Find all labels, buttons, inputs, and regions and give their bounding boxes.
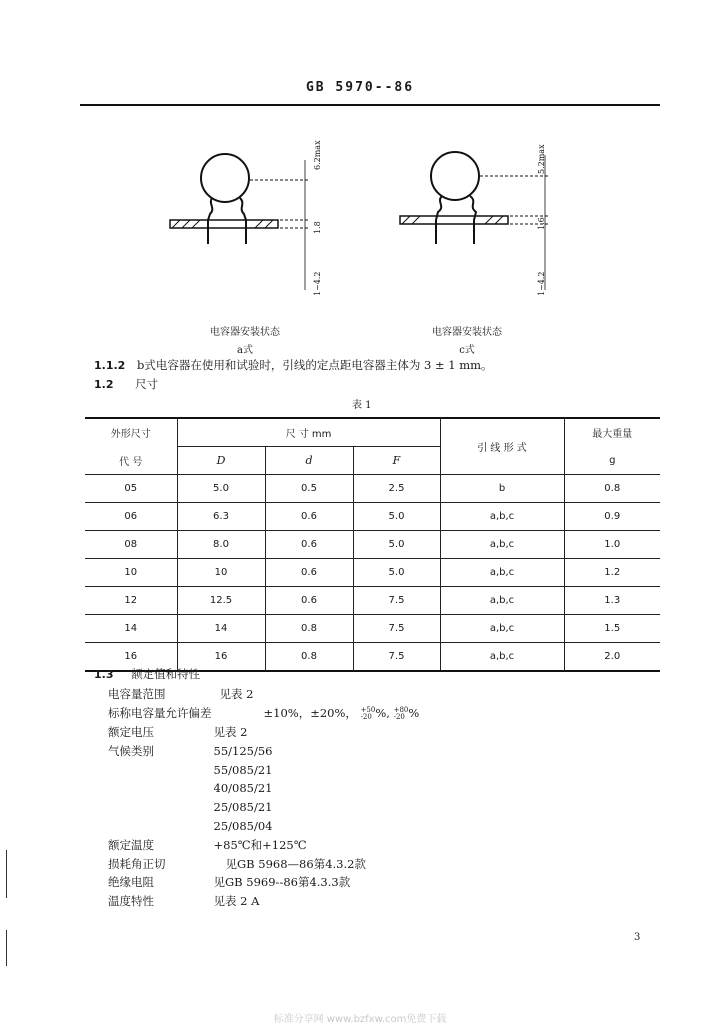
tolerance-b: +80 -20 <box>393 706 409 722</box>
header-shape-size: 外形尺寸 <box>85 418 177 447</box>
cell-d: 0.5 <box>265 475 353 503</box>
cell-d: 0.6 <box>265 531 353 559</box>
table-row <box>85 559 660 587</box>
table-row <box>85 615 660 643</box>
list-item <box>108 741 419 760</box>
table-row <box>85 587 660 615</box>
figure-mount-c <box>390 140 560 304</box>
header-F: F <box>353 447 440 475</box>
table-row <box>85 475 660 503</box>
list-item <box>108 723 419 742</box>
cell-code: 05 <box>85 475 177 503</box>
cell-lead: a,b,c <box>440 615 564 643</box>
list-item <box>108 685 419 704</box>
caption-c-line2: c式 <box>459 345 475 356</box>
list-item <box>108 854 419 873</box>
dim-bottom-a: 1~4.2 <box>313 271 322 296</box>
margin-scan-line <box>6 850 7 898</box>
cell-code: 12 <box>85 587 177 615</box>
list-item <box>108 835 419 854</box>
item-value: 25/085/04 <box>213 818 273 833</box>
item-key: 额定电压 <box>108 724 154 739</box>
item-key: 额定温度 <box>108 837 154 852</box>
item-key: 绝缘电阻 <box>108 875 154 890</box>
cell-D: 10 <box>177 559 265 587</box>
item-value: 见表 2 <box>213 724 248 739</box>
clause-number: 1.1.2 <box>94 359 126 372</box>
cell-F: 5.0 <box>353 503 440 531</box>
header-weight-unit: g <box>609 454 616 466</box>
item-key: 温度特性 <box>108 894 154 909</box>
cell-F: 7.5 <box>353 615 440 643</box>
page-number: 3 <box>634 932 641 943</box>
header-size-group: 尺 寸 mm <box>177 418 440 447</box>
list-item <box>108 873 419 892</box>
header-lead-type: 引 线 形 式 <box>440 418 564 475</box>
item-value: 见表 2 <box>219 687 254 702</box>
cell-d: 0.8 <box>265 615 353 643</box>
cell-F: 7.5 <box>353 643 440 672</box>
capacitor-mount-c-drawing <box>390 140 560 300</box>
ratings-list <box>108 685 419 911</box>
cell-code: 10 <box>85 559 177 587</box>
cell-D: 16 <box>177 643 265 672</box>
cell-lead: a,b,c <box>440 503 564 531</box>
list-item: 标称电容量允许偏差 ±10%，±20%， +50 -20 %, +80 -20 % <box>108 704 419 723</box>
list-item <box>108 892 419 911</box>
cell-D: 12.5 <box>177 587 265 615</box>
cell-weight: 1.2 <box>564 559 660 587</box>
cell-weight: 1.5 <box>564 615 660 643</box>
dim-top-a: 6.2max <box>313 140 322 170</box>
cell-code: 16 <box>85 643 177 672</box>
dimension-table <box>85 417 660 672</box>
cell-lead: b <box>440 475 564 503</box>
figure-mount-a <box>160 140 330 304</box>
item-value: 55/125/56 <box>213 743 273 758</box>
cell-weight: 2.0 <box>564 643 660 672</box>
caption-a-line1: 电容器安装状态 <box>210 327 280 338</box>
clause-1-2 <box>94 376 158 392</box>
header-max-weight: 最大重量 <box>564 418 660 447</box>
cell-D: 5.0 <box>177 475 265 503</box>
header-D: D <box>177 447 265 475</box>
item-value: 40/085/21 <box>213 781 273 796</box>
clause-title: 尺寸 <box>135 377 159 391</box>
clause-1-3 <box>94 666 200 682</box>
cell-weight: 1.3 <box>564 587 660 615</box>
cell-d: 0.6 <box>265 587 353 615</box>
footer-watermark: 标准分享网 www.bzfxw.com免费下载 <box>273 1014 447 1025</box>
item-key <box>108 760 212 779</box>
dim-mid-c: 1.6 <box>537 217 546 230</box>
item-key <box>108 798 212 817</box>
clause-number: 1.3 <box>94 668 114 681</box>
item-key <box>108 779 212 798</box>
list-item <box>108 817 419 836</box>
clause-text: b式电容器在使用和试验时，引线的定点距电容器主体为 3 ± 1 mm。 <box>136 358 493 372</box>
cell-weight: 0.8 <box>564 475 660 503</box>
cell-F: 2.5 <box>353 475 440 503</box>
margin-scan-line <box>6 930 7 966</box>
item-key: 标称电容量允许偏差 <box>108 706 212 721</box>
caption-c-line1: 电容器安装状态 <box>432 327 502 338</box>
clause-1-1-2 <box>94 357 493 373</box>
cell-code: 08 <box>85 531 177 559</box>
tolerance-a: +50 -20 <box>360 706 376 722</box>
cell-weight: 1.0 <box>564 531 660 559</box>
cell-code: 06 <box>85 503 177 531</box>
item-key: 损耗角正切 <box>108 856 166 871</box>
cell-d: 0.8 <box>265 643 353 672</box>
dim-bottom-c: 1~4.2 <box>537 271 546 296</box>
table-row <box>85 503 660 531</box>
cell-lead: a,b,c <box>440 587 564 615</box>
list-item <box>108 779 419 798</box>
dim-top-c: 5.2max <box>537 144 546 174</box>
item-value: 见GB 5968—86第4.3.2款 <box>225 856 366 871</box>
cell-D: 6.3 <box>177 503 265 531</box>
cell-D: 8.0 <box>177 531 265 559</box>
list-item <box>108 798 419 817</box>
capacitor-mount-a-drawing <box>160 140 330 300</box>
item-value: 55/085/21 <box>213 762 273 777</box>
header-rule <box>80 104 660 106</box>
cell-d: 0.6 <box>265 503 353 531</box>
caption-a-line2: a式 <box>237 345 253 356</box>
cell-lead: a,b,c <box>440 559 564 587</box>
item-value: +85℃和+125℃ <box>213 837 307 852</box>
item-key <box>108 817 212 836</box>
table-caption: 表 1 <box>352 400 372 411</box>
item-value: 见表 2 A <box>213 894 260 909</box>
cell-lead: a,b,c <box>440 531 564 559</box>
cell-F: 5.0 <box>353 559 440 587</box>
cell-D: 14 <box>177 615 265 643</box>
header-d: d <box>265 447 353 475</box>
header-code: 代 号 <box>85 447 177 475</box>
table-row <box>85 531 660 559</box>
cell-weight: 0.9 <box>564 503 660 531</box>
cell-F: 7.5 <box>353 587 440 615</box>
item-key: 电容量范围 <box>108 687 166 702</box>
clause-number: 1.2 <box>94 378 114 391</box>
standard-code-header: GB 5970--86 <box>305 80 415 95</box>
clause-title: 额定值和特性 <box>131 667 201 681</box>
cell-F: 5.0 <box>353 531 440 559</box>
dim-mid-a: 1.8 <box>313 221 322 234</box>
cell-d: 0.6 <box>265 559 353 587</box>
item-value: 25/085/21 <box>213 800 273 815</box>
item-key: 气候类别 <box>108 743 154 758</box>
item-value: ±10%，±20%， <box>263 706 357 721</box>
list-item <box>108 760 419 779</box>
cell-code: 14 <box>85 615 177 643</box>
item-value: 见GB 5969--86第4.3.3款 <box>213 875 351 890</box>
cell-lead: a,b,c <box>440 643 564 672</box>
